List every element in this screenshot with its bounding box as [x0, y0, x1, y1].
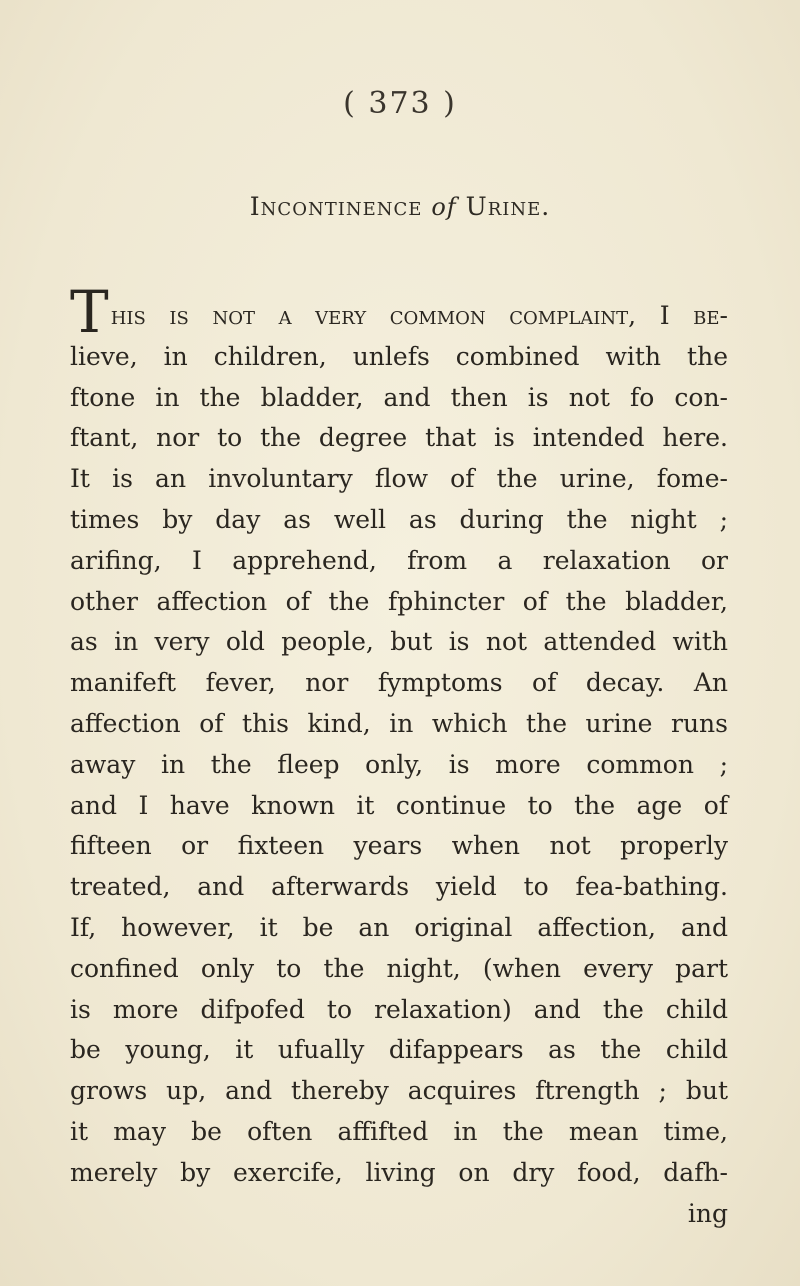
text-line: lieve, in children, unlefs combined with the	[70, 341, 728, 371]
heading-title-end: Urine.	[465, 192, 551, 221]
heading-title-of: of	[431, 193, 457, 221]
text-line: affection of this kind, in which the urine runs	[70, 708, 728, 738]
text-line: It is an involuntary flow of the urine, fome-	[70, 464, 728, 494]
text-line: confined only to the night, (when every part	[70, 953, 728, 983]
text-line-content: his is not a very common complaint, I be-	[110, 301, 728, 330]
catchword: ing	[687, 1198, 728, 1228]
text-line: is more difpofed to relaxation) and the child	[70, 994, 728, 1024]
text-line: If, however, it be an original affection, and	[70, 912, 728, 942]
text-line	[70, 278, 728, 346]
text-line: as in very old people, but is not attended with	[70, 627, 728, 657]
text-line: times by day as well as during the night ;	[70, 504, 728, 534]
text-line: merely by exercife, living on dry food, dafh-	[70, 1157, 728, 1187]
text-line: manifeft fever, nor fymptoms of decay. An	[70, 668, 728, 698]
text-line: treated, and afterwards yield to fea-bathing.	[70, 872, 728, 902]
heading-title-start: Incontinence	[249, 192, 423, 221]
body-text	[70, 278, 728, 1234]
text-line: and I have known it continue to the age of	[70, 790, 728, 820]
text-line: ftone in the bladder, and then is not fo con-	[70, 382, 728, 412]
text-line: away in the fleep only, is more common ;	[70, 749, 728, 779]
text-line: be young, it ufually difappears as the child	[70, 1035, 728, 1065]
text-line: fifteen or fixteen years when not properly	[70, 831, 728, 861]
section-heading	[0, 192, 800, 221]
text-line: other affection of the fphincter of the bladder,	[70, 586, 728, 616]
text-line: arifing, I apprehend, from a relaxation or	[70, 545, 728, 575]
text-line: it may be often affifted in the mean time,	[70, 1116, 728, 1146]
text-line: grows up, and thereby acquires ftrength ; but	[70, 1076, 728, 1106]
drop-cap: T	[70, 278, 109, 346]
text-line: ftant, nor to the degree that is intended here.	[70, 423, 728, 453]
page-number: ( 373 )	[343, 86, 457, 121]
